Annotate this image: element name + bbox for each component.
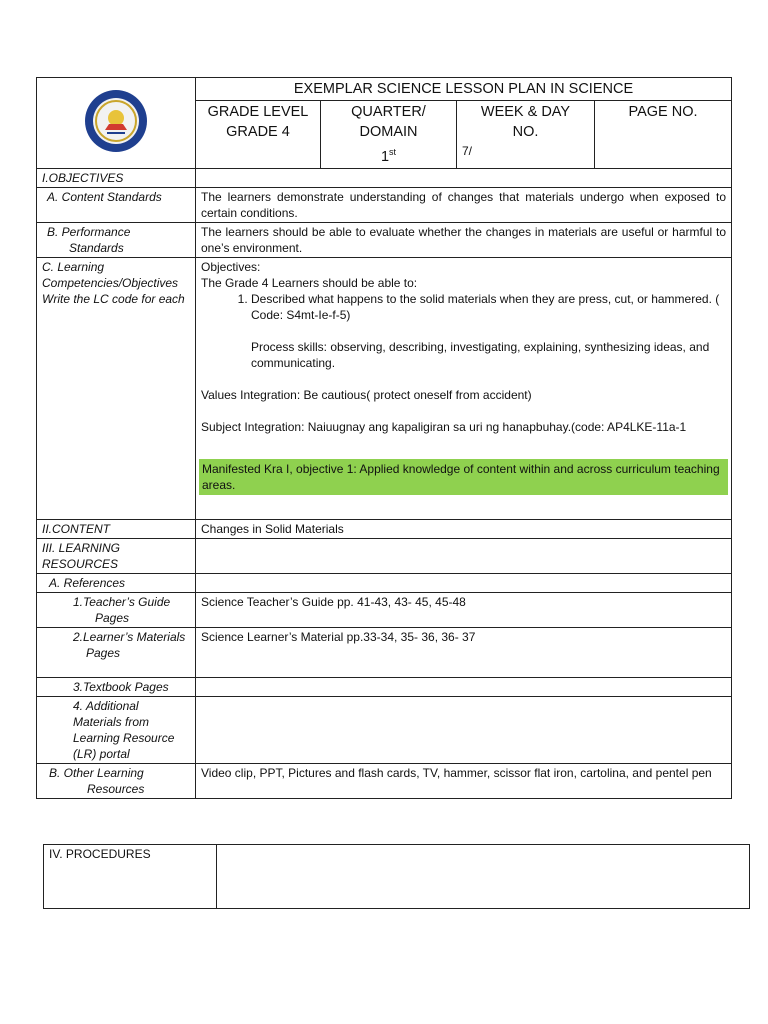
document-title: EXEMPLAR SCIENCE LESSON PLAN IN SCIENCE [196,78,732,101]
lc-list [201,291,726,323]
objectives-heading: I.OBJECTIVES [37,168,196,187]
performance-standards-text: The learners should be able to evaluate whether the changes in materials are useful or harmful to one’s environment. [196,222,732,257]
lc-heading: Objectives: [201,259,261,274]
other-resources-label-line2: Resources [87,781,145,796]
performance-label-line2: Standards [69,240,124,255]
learners-materials-value: Science Learner’s Material pp.33-34, 35- 36, 36- 37 [196,627,732,677]
values-integration: Values Integration: Be cautious( protect oneself from accident) [201,387,532,402]
week-day-no-label: NO. [512,124,539,140]
quarter-cell [321,101,457,169]
lesson-plan-table [36,77,732,799]
process-skills: Process skills: observing, describing, investigating, explaining, synthesizing ideas, and communicating. [251,339,710,370]
quarter-value: 1 [380,148,390,165]
learners-materials-label-line1: 2.Learner’s Materials [73,629,186,644]
performance-standards-label [37,222,196,257]
content-heading: II.CONTENT [37,519,196,538]
additional-materials-label: 4. Additional Materials from Learning Resource (LR) portal [37,696,196,763]
grade-level-value: GRADE 4 [226,124,290,140]
learning-competencies-label: C. Learning Competencies/Objectives Write the LC code for each [37,257,196,519]
kra-highlight: Manifested Kra I, objective 1: Applied knowledge of content within and across curriculum teaching areas. [199,459,728,495]
quarter-label: QUARTER/ [351,104,426,120]
grade-level-label: GRADE LEVEL [207,104,309,120]
content-standards-label: A. Content Standards [37,187,196,222]
content-value: Changes in Solid Materials [196,519,732,538]
week-day-cell [457,101,595,169]
learning-resources-heading: III. LEARNING RESOURCES [37,538,196,573]
procedures-table [43,844,750,909]
quarter-ordinal: st [389,147,397,157]
lc-intro: The Grade 4 Learners should be able to: [201,275,418,290]
subject-integration: Subject Integration: Naiuugnay ang kapaligiran sa uri ng hanapbuhay.(code: AP4LKE-11a-1 [201,419,687,434]
other-resources-value: Video clip, PPT, Pictures and flash cards, TV, hammer, scissor flat iron, cartolina, and pentel pen [196,763,732,798]
week-day-value: 7/ [462,144,473,158]
procedures-heading: IV. PROCEDURES [44,845,217,909]
learners-materials-label [37,627,196,677]
page-no-label: PAGE NO. [595,101,732,169]
performance-label-line1: B. Performance [47,224,131,239]
domain-label: DOMAIN [359,124,418,140]
teachers-guide-label-line1: 1.Teacher’s Guide [73,594,171,609]
procedures-content [217,845,750,909]
logo-cell [37,78,196,169]
deped-seal-icon [83,88,149,154]
grade-level-cell [196,101,321,169]
textbook-pages-label: 3.Textbook Pages [37,677,196,696]
teachers-guide-value: Science Teacher’s Guide pp. 41-43, 43- 45, 45-48 [196,592,732,627]
learning-competencies-cell [196,257,732,519]
week-day-label: WEEK & DAY [480,104,571,120]
content-standards-text: The learners demonstrate understanding of changes that materials undergo when exposed to certain conditions. [196,187,732,222]
teachers-guide-label [37,592,196,627]
learners-materials-label-line2: Pages [86,645,121,660]
teachers-guide-label-line2: Pages [95,610,130,625]
other-resources-label [37,763,196,798]
lc-item-1: 1. Described what happens to the solid materials when they are press, cut, or hammered. ( Code: S4mt-Ie-f-5) [251,291,726,323]
other-resources-label-line1: B. Other Learning [49,765,144,780]
references-label: A. References [37,573,196,592]
